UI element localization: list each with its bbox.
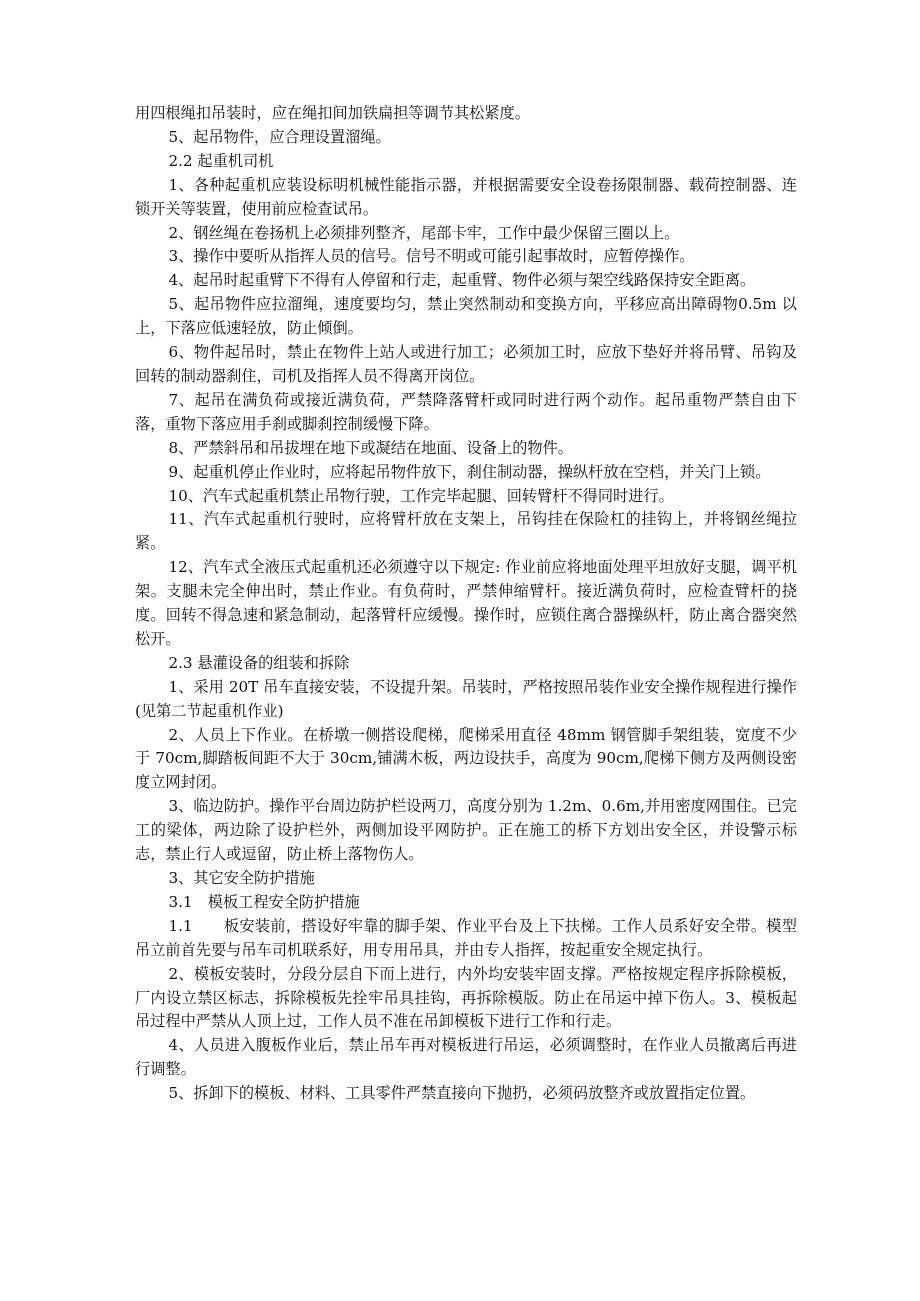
paragraph: 2、人员上下作业。在桥墩一侧搭设爬梯，爬梯采用直径 48mm 钢管脚手架组装，宽度不少于 70cm,脚踏板间距不大于 30cm,铺满木板，两边设扶手，高度为 90cm,爬梯下侧方及两侧设密度立网封闭。 [135, 725, 797, 792]
section-heading: 3、其它安全防护措施 [168, 869, 315, 887]
paragraph: 5、拆卸下的模板、材料、工具零件严禁直接向下抛扔，必须码放整齐或放置指定位置。 [168, 1084, 756, 1103]
paragraph: 4、起吊时起重臂下不得有人停留和行走，起重臂、物件必须与架空线路保持安全距离。 [168, 271, 756, 290]
paragraph: 1、各种起重机应装设标明机械性能指示器，并根据需要安全设卷扬限制器、载荷控制器、连锁开关等装置，使用前应检查试吊。 [135, 175, 797, 218]
section-heading: 2.3 悬灌设备的组装和拆除 [168, 653, 350, 672]
paragraph: 11、汽车式起重机行驶时，应将臂杆放在支架上，吊钩挂在保险杠的挂钩上，并将钢丝绳拉紧。 [135, 510, 797, 553]
document-page [135, 102, 797, 1106]
paragraph: 4、人员进入腹板作业后，禁止吊车再对模板进行吊运，必须调整时，在作业人员撤离后再进行调整。 [135, 1036, 797, 1079]
paragraph: 3、操作中要听从指挥人员的信号。信号不明或可能引起事故时，应暂停操作。 [168, 247, 695, 266]
paragraph: 用四根绳扣吊装时，应在绳扣间加铁扁担等调节其松紧度。 [135, 104, 530, 122]
section-heading: 3.1 模板工程安全防护措施 [168, 892, 360, 911]
paragraph: 9、起重机停止作业时，应将起吊物件放下，刹住制动器，操纵杆放在空档，并关门上锁。 [168, 462, 771, 481]
paragraph: 6、物件起吊时，禁止在物件上站人或进行加工；必须加工时，应放下垫好并将吊臂、吊钩及回转的制动器刹住，司机及指挥人员不得离开岗位。 [135, 343, 797, 385]
paragraph: 7、起吊在满负荷或接近满负荷，严禁降落臂杆或同时进行两个动作。起吊重物严禁自由下落，重物下落应用手刹或脚刹控制缓慢下降。 [135, 390, 797, 433]
paragraph: 5、起吊物件应拉溜绳，速度要均匀，禁止突然制动和变换方向，平移应高出障碍物0.5m 以上，下落应低速轻放，防止倾倒。 [135, 295, 797, 338]
paragraph: 12、汽车式全液压式起重机还必须遵守以下规定: 作业前应将地面处理平坦放好支腿，调平机架。支腿未完全伸出时，禁止作业。有负荷时，严禁伸缩臂杆。接近满负荷时，应检查臂杆的挠度。回转不得急速和紧急制动，起落臂杆应缓慢。操作时，应锁住离合器操纵杆，防止离合器突然松开。 [135, 558, 797, 648]
paragraph: 3、临边防护。操作平台周边防护栏设两刀，高度分别为 1.2m、0.6m,并用密度网围住。已完工的梁体，两边除了设护栏外，两侧加设平网防护。正在施工的桥下方划出安全区，并设警示标志，禁止行人或逗留，防止桥上落物伤人。 [135, 797, 797, 864]
paragraph: 10、汽车式起重机禁止吊物行驶，工作完毕起腿、回转臂杆不得同时进行。 [168, 486, 674, 505]
paragraph: 2、模板安装时，分段分层自下而上进行，内外均安装牢固支撑。严格按规定程序拆除模板，厂内设立禁区标志，拆除模板先拴牢吊具挂钩，再拆除模版。防止在吊运中掉下伤人。3、模板起吊过程中严禁从人顶上过，工作人员不准在吊卸模板下进行工作和行走。 [135, 964, 797, 1031]
section-heading: 2.2 起重机司机 [168, 151, 274, 170]
paragraph: 8、严禁斜吊和吊拔埋在地下或凝结在地面、设备上的物件。 [168, 438, 573, 457]
paragraph: 2、钢丝绳在卷扬机上必须排列整齐，尾部卡牢，工作中最少保留三圈以上。 [168, 223, 680, 242]
paragraph: 1.1 板安装前，搭设好牢靠的脚手架、作业平台及上下扶梯。工作人员系好安全带。模型吊立前首先要与吊车司机联系好，用专用吊具，并由专人指挥，按起重安全规定执行。 [135, 916, 797, 959]
paragraph: 1、采用 20T 吊车直接安装，不设提升架。吊装时，严格按照吊装作业安全操作规程进行操作(见第二节起重机作业) [135, 677, 797, 720]
paragraph: 5、起吊物件，应合理设置溜绳。 [168, 127, 391, 146]
